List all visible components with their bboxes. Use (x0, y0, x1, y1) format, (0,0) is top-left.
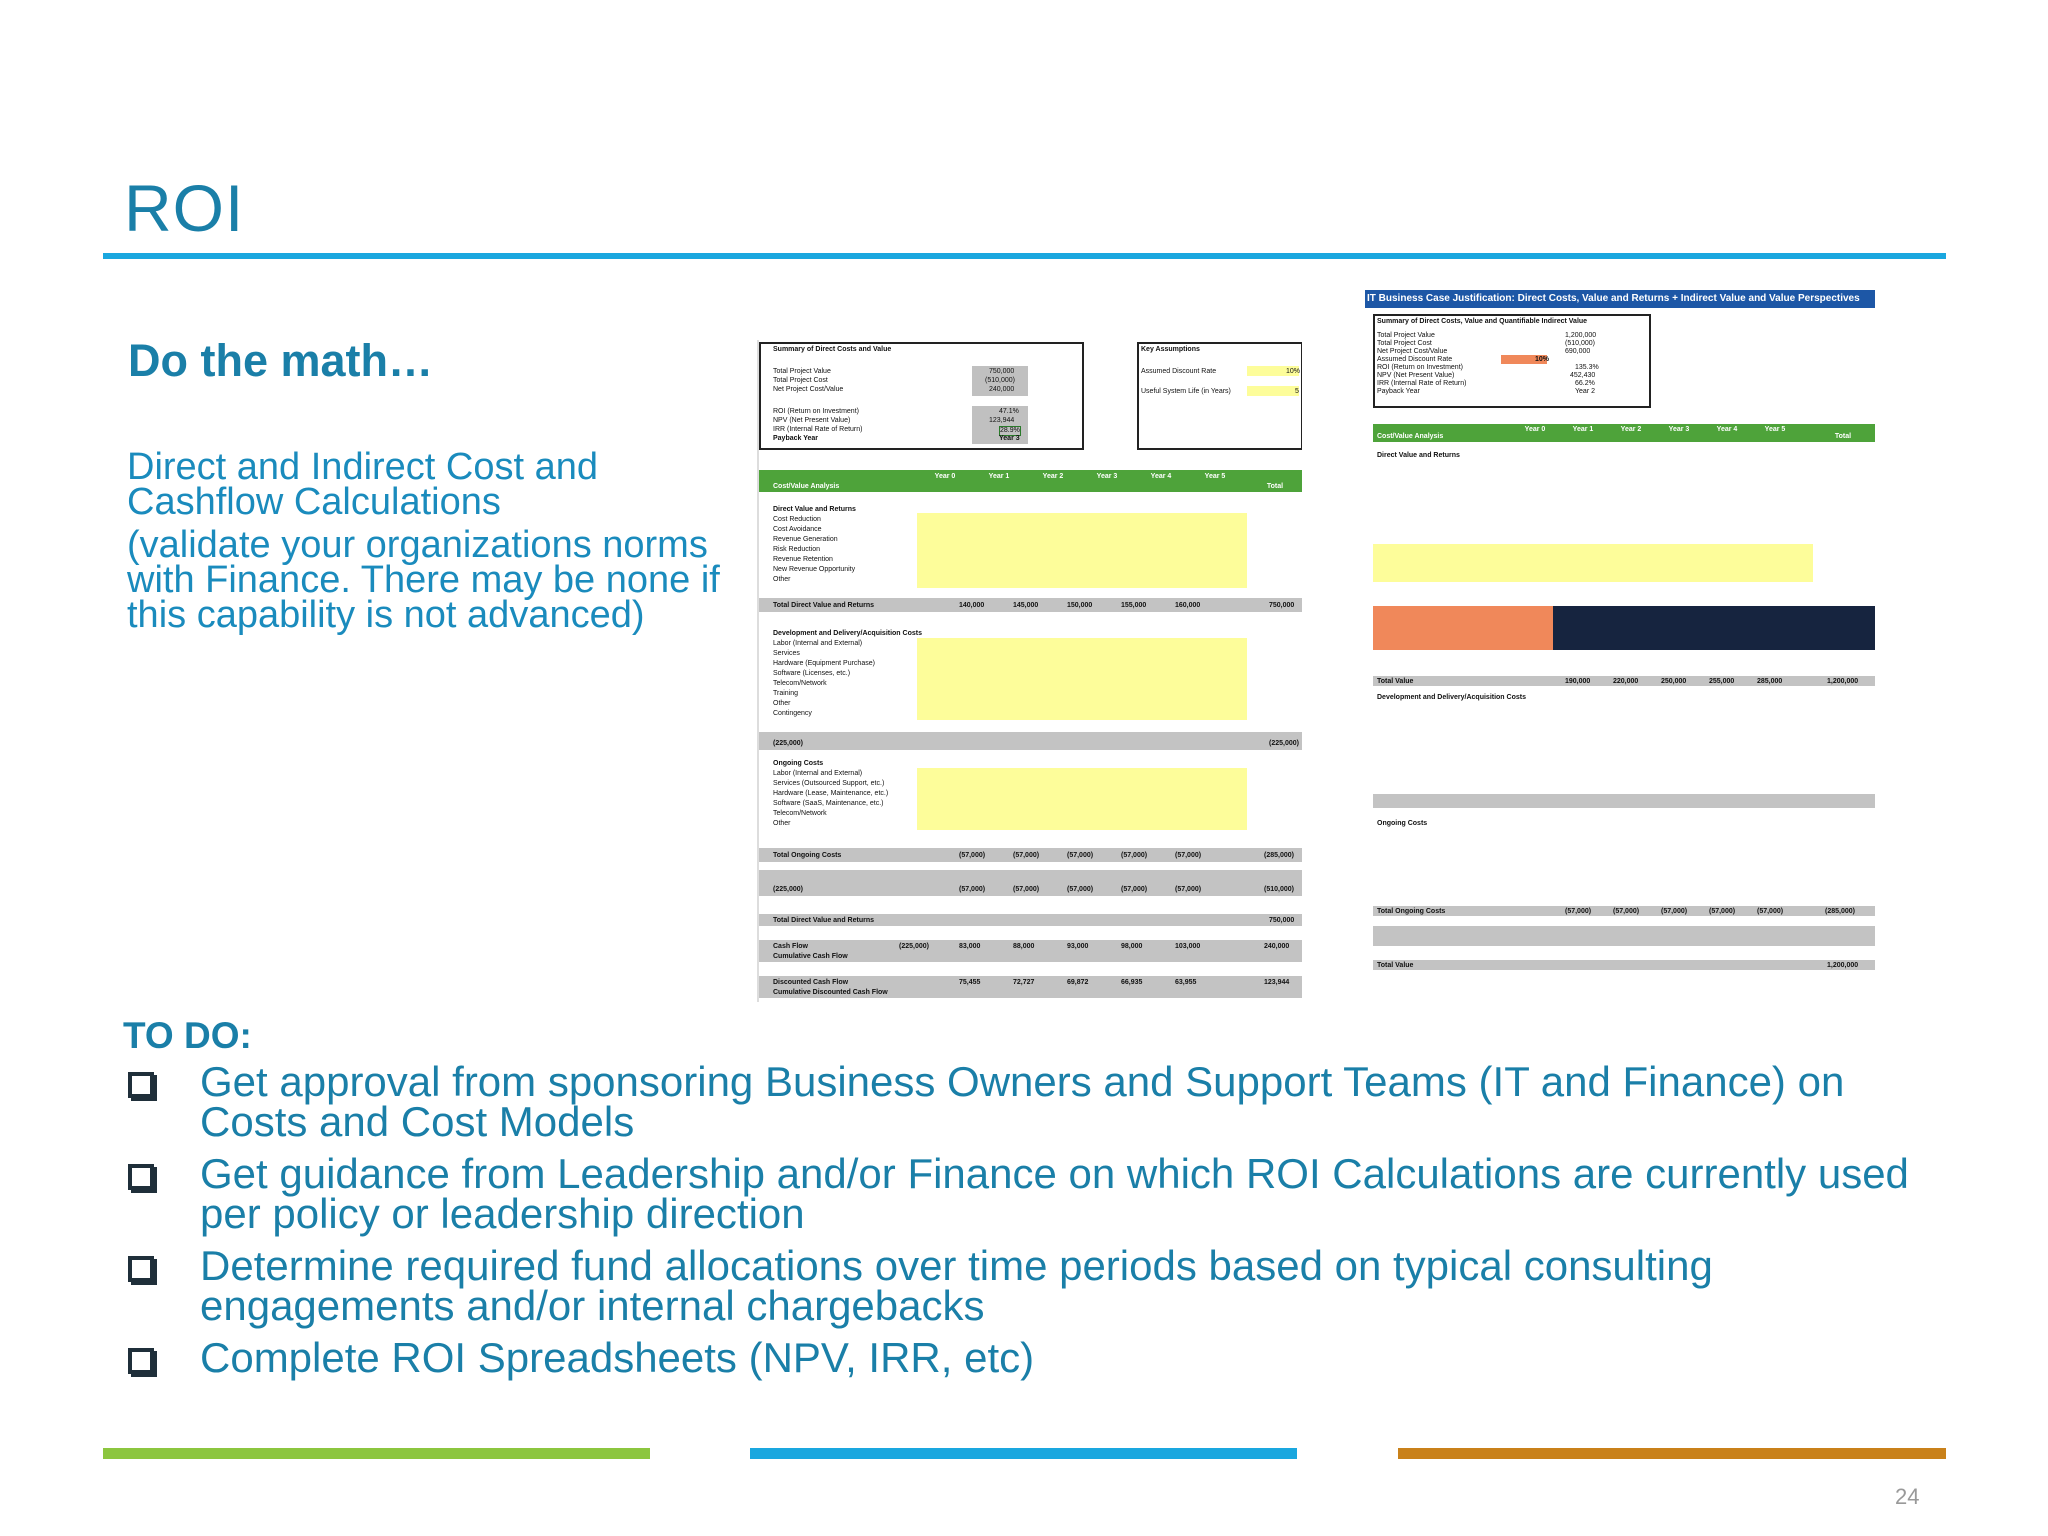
page-number: 24 (1895, 1484, 1920, 1509)
total-row-bar (759, 732, 1302, 750)
assumption-label: Assumed Discount Rate (1141, 368, 1217, 375)
year-header: Year 5 (1204, 473, 1226, 480)
summary-label: ROI (Return on Investment) (1377, 364, 1463, 371)
todo-item (122, 1150, 1962, 1237)
total-value: (57,000) (1067, 886, 1094, 893)
row-label: Revenue Retention (773, 556, 833, 563)
total-value: 140,000 (959, 602, 985, 609)
todo-item-text: Get approval from sponsoring Business Owners and Support Teams (IT and Finance) on Costs and Cost Models (200, 1058, 1845, 1145)
todo-item-text: Determine required fund allocations over time periods based on typical consulting engagements and/or internal chargebacks (200, 1242, 1713, 1329)
summary-label: Assumed Discount Rate (1377, 356, 1453, 363)
total-value: (57,000) (959, 886, 986, 893)
total-value: (57,000) (1661, 908, 1688, 915)
row-label: Hardware (Equipment Purchase) (773, 660, 875, 667)
todo-item (122, 1058, 1962, 1145)
input-area (917, 638, 1247, 720)
input-area (917, 513, 1247, 588)
todo-item-text: Complete ROI Spreadsheets (NPV, IRR, etc) (200, 1334, 1035, 1381)
roi-spreadsheet-image-1 (757, 340, 1302, 1002)
summary-value: 47.1% (999, 408, 1019, 415)
assumption-cell (1247, 386, 1299, 396)
total-value: 160,000 (1175, 602, 1201, 609)
year-header: Year 4 (1716, 426, 1738, 433)
total-label: Cash Flow (773, 943, 809, 950)
todo-item (122, 1242, 1962, 1329)
total-value: (57,000) (1121, 886, 1148, 893)
total-value: (57,000) (959, 852, 986, 859)
summary-value: 10% (1535, 356, 1550, 363)
total-value: 98,000 (1121, 943, 1143, 950)
summary-label: Total Project Cost (773, 377, 828, 384)
summary-label: NPV (Net Present Value) (1377, 372, 1455, 379)
total-value: (510,000) (1264, 886, 1294, 893)
todo-list (122, 1058, 1962, 1390)
summary-label: Payback Year (1377, 388, 1420, 395)
year-header: Year 3 (1668, 426, 1690, 433)
summary-label: Payback Year (773, 435, 819, 442)
total-value: 250,000 (1661, 678, 1687, 685)
body-line-1: Direct and Indirect Cost and Cashflow Calculations (127, 446, 599, 523)
total-value: 88,000 (1013, 943, 1035, 950)
year-header: Total (1834, 433, 1852, 440)
total-value: (285,000) (1825, 908, 1855, 915)
checkbox-icon (128, 1072, 154, 1098)
summary-value: 690,000 (1565, 348, 1591, 355)
summary-label: NPV (Net Present Value) (773, 417, 851, 424)
total-value: (285,000) (1264, 852, 1294, 859)
total-value: (225,000) (773, 740, 803, 747)
total-label: Discounted Cash Flow (773, 979, 849, 986)
total-value: 83,000 (959, 943, 981, 950)
summary-value: 240,000 (989, 386, 1015, 393)
body-line-2: (validate your organizations norms with Finance. There may be none if this capability is not advanced) (127, 524, 720, 636)
total-value: (57,000) (1175, 886, 1202, 893)
value-perspectives-area (1373, 606, 1553, 650)
total-value: 1,200,000 (1827, 678, 1859, 685)
checkbox-icon (128, 1348, 154, 1374)
assumption-label: Useful System Life (in Years) (1141, 388, 1231, 395)
row-label: Training (773, 690, 799, 697)
sheet-header: IT Business Case Justification: Direct Costs, Value and Returns + Indirect Value and Value Perspectives (1365, 290, 1875, 308)
title-divider (103, 253, 1946, 259)
assumptions-box (1137, 342, 1302, 450)
footer-bar-green (103, 1448, 650, 1459)
total-value: (57,000) (1067, 852, 1094, 859)
year-header: Year 2 (1620, 426, 1642, 433)
row-label: Telecom/Network (773, 810, 827, 817)
assumption-value: 5 (1295, 388, 1299, 395)
summary-value: Year 3 (999, 435, 1020, 442)
row-label: Software (Licenses, etc.) (773, 670, 851, 677)
summary-value: 1,200,000 (1565, 332, 1597, 339)
total-value: (57,000) (1175, 852, 1202, 859)
total-value: 75,455 (959, 979, 981, 986)
assumption-value: 10% (1286, 368, 1301, 375)
total-row-bar (1373, 960, 1875, 970)
analysis-label: Cost/Value Analysis (773, 483, 840, 490)
total-value: 240,000 (1264, 943, 1290, 950)
year-header: Total (1266, 483, 1284, 490)
summary-label: Total Project Value (773, 368, 831, 375)
row-label: Software (SaaS, Maintenance, etc.) (773, 800, 884, 807)
total-value: 123,944 (1264, 979, 1290, 986)
summary-label: IRR (Internal Rate of Return) (1377, 380, 1467, 387)
total-label: Total Direct Value and Returns (773, 917, 875, 924)
total-value: 255,000 (1709, 678, 1735, 685)
total-value: (57,000) (1013, 852, 1040, 859)
footer-bar-blue (750, 1448, 1297, 1459)
section-label: Development and Delivery/Acquisition Costs (1377, 694, 1526, 701)
total-value: 103,000 (1175, 943, 1201, 950)
summary-value: (510,000) (985, 377, 1015, 384)
total-value: 750,000 (1269, 917, 1295, 924)
footer-bar-orange (1398, 1448, 1946, 1459)
total-label: Total Ongoing Costs (1377, 908, 1446, 915)
section-label: Direct Value and Returns (1377, 452, 1460, 459)
total-value: (225,000) (773, 886, 803, 893)
subheading: Do the math… (128, 335, 434, 386)
total-value: 150,000 (1067, 602, 1093, 609)
todo-heading: TO DO: (123, 1015, 252, 1056)
row-label: Services (773, 650, 800, 657)
total-label: Total Value (1377, 678, 1414, 685)
section-label: Ongoing Costs (1377, 820, 1428, 827)
summary-value: (510,000) (1565, 340, 1595, 347)
summary-label: Total Project Cost (1377, 340, 1432, 347)
total-value: 69,872 (1067, 979, 1089, 986)
section-label: Direct Value and Returns (773, 506, 856, 513)
total-value: 72,727 (1013, 979, 1035, 986)
year-header: Year 3 (1096, 473, 1118, 480)
slide-title: ROI (124, 171, 245, 245)
total-value: 145,000 (1013, 602, 1039, 609)
summary-value: 28.9% (1000, 427, 1020, 434)
summary-title: Summary of Direct Costs, Value and Quantifiable Indirect Value (1377, 318, 1588, 325)
total-label: Cumulative Discounted Cash Flow (773, 989, 888, 996)
total-label: Cumulative Cash Flow (773, 953, 848, 960)
analysis-label: Cost/Value Analysis (1377, 433, 1444, 440)
total-value: 750,000 (1269, 602, 1295, 609)
summary-value: Year 2 (1575, 388, 1595, 395)
row-label: Services (Outsourced Support, etc.) (773, 780, 885, 787)
year-header: Year 0 (1524, 426, 1546, 433)
total-value: 1,200,000 (1827, 962, 1859, 969)
row-label: New Revenue Opportunity (773, 566, 856, 573)
todo-item-text: Get guidance from Leadership and/or Finance on which ROI Calculations are currently used per policy or leadership direction (200, 1150, 1909, 1237)
input-area (917, 768, 1247, 830)
row-label: Other (773, 576, 791, 583)
row-label: Cost Avoidance (773, 526, 822, 533)
summary-value: 66.2% (1575, 380, 1595, 387)
year-header: Year 0 (934, 473, 956, 480)
row-label: Risk Reduction (773, 546, 821, 553)
total-value: (57,000) (1757, 908, 1784, 915)
total-value: 63,955 (1175, 979, 1197, 986)
total-value: 190,000 (1565, 678, 1591, 685)
row-label: Revenue Generation (773, 536, 838, 543)
summary-label: Total Project Value (1377, 332, 1435, 339)
indirect-value-area (1373, 544, 1813, 582)
total-value: (57,000) (1013, 886, 1040, 893)
total-value: (57,000) (1613, 908, 1640, 915)
year-header: Year 1 (1572, 426, 1594, 433)
checkbox-icon (128, 1164, 154, 1190)
row-label: Other (773, 820, 791, 827)
total-value: (57,000) (1121, 852, 1148, 859)
total-value: 66,935 (1121, 979, 1143, 986)
row-label: Labor (Internal and External) (773, 770, 863, 777)
summary-value: 452,430 (1570, 372, 1596, 379)
checkbox-icon (128, 1256, 154, 1282)
body-text (127, 446, 727, 636)
total-value: 285,000 (1757, 678, 1783, 685)
summary-value: 750,000 (989, 368, 1015, 375)
total-value: (57,000) (1565, 908, 1592, 915)
total-value: 220,000 (1613, 678, 1639, 685)
row-label: Cost Reduction (773, 516, 821, 523)
year-header: Year 2 (1042, 473, 1064, 480)
section-label: Development and Delivery/Acquisition Costs (773, 630, 922, 637)
total-value: (225,000) (899, 943, 929, 950)
year-header: Year 1 (988, 473, 1010, 480)
total-value: (57,000) (1709, 908, 1736, 915)
summary-value: 135.3% (1575, 364, 1599, 371)
row-label: Hardware (Lease, Maintenance, etc.) (773, 790, 889, 797)
total-label: Total Direct Value and Returns (773, 602, 875, 609)
value-perspectives-shade (1553, 606, 1875, 650)
total-value: 155,000 (1121, 602, 1147, 609)
row-label: Telecom/Network (773, 680, 827, 687)
roi-spreadsheet-image-2 (1365, 290, 1875, 990)
total-row-bar (1373, 794, 1875, 808)
row-label: Labor (Internal and External) (773, 640, 863, 647)
assumptions-title: Key Assumptions (1141, 346, 1200, 353)
total-label: Total Value (1377, 962, 1414, 969)
summary-label: ROI (Return on Investment) (773, 408, 859, 415)
summary-value: 123,944 (989, 417, 1015, 424)
todo-item (122, 1334, 1962, 1381)
summary-label: IRR (Internal Rate of Return) (773, 426, 863, 433)
total-row-bar (1373, 926, 1875, 946)
row-label: Other (773, 700, 791, 707)
row-label: Contingency (773, 710, 812, 717)
summary-label: Net Project Cost/Value (773, 386, 844, 393)
year-header: Year 5 (1764, 426, 1786, 433)
summary-title: Summary of Direct Costs and Value (773, 346, 892, 353)
section-label: Ongoing Costs (773, 760, 824, 767)
total-value: 93,000 (1067, 943, 1089, 950)
total-label: Total Ongoing Costs (773, 852, 842, 859)
total-value: (225,000) (1269, 740, 1299, 747)
year-header: Year 4 (1150, 473, 1172, 480)
summary-label: Net Project Cost/Value (1377, 348, 1448, 355)
